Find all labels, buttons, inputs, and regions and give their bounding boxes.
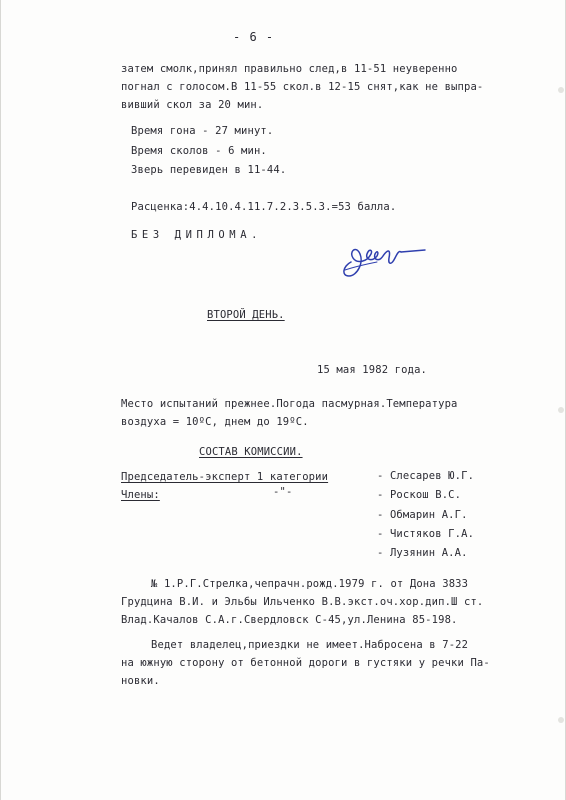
text-line: Время гона - 27 минут.: [131, 125, 274, 137]
chairman-label: Председатель-эксперт 1 категории: [121, 471, 329, 483]
member-name: - Слесарев Ю.Г.: [377, 470, 475, 482]
text-line: вивший скол за 20 мин.: [121, 99, 264, 111]
ditto-mark: -"-: [273, 486, 293, 498]
text-line: на южную сторону от бетонной дороги в густяки у речки Па-: [121, 657, 490, 669]
text-line: затем смолк,принял правильно след,в 11-51 неуверенно: [121, 63, 458, 75]
page-number: - 6 -: [233, 30, 275, 44]
text-line: Ведет владелец,приездки не имеет.Набросена в 7-22: [151, 639, 469, 651]
member-name: - Чистяков Г.А.: [377, 528, 475, 540]
text-line: Зверь перевиден в 11-44.: [131, 164, 287, 176]
commission-heading: СОСТАВ КОМИССИИ.: [199, 446, 303, 458]
members-label: Члены:: [121, 489, 160, 501]
handwritten-signature-icon: [337, 236, 429, 282]
member-name: - Роскош В.С.: [377, 489, 462, 501]
text-line: погнал с голосом.В 11-55 скол.в 12-15 снят,как не выпра-: [121, 81, 484, 93]
member-name: - Лузянин А.А.: [377, 547, 468, 559]
text-line: воздуха = 10ºС, днем до 19ºС.: [121, 416, 309, 428]
binding-holes-icon: [555, 0, 566, 800]
text-line: новки.: [121, 675, 160, 687]
member-name: - Обмарин А.Г.: [377, 509, 468, 521]
text-line: Время сколов - 6 мин.: [131, 145, 267, 157]
text-line: № 1.Р.Г.Стрелка,чепрачн.рожд.1979 г. от Дона 3833: [151, 578, 469, 590]
date-line: 15 мая 1982 года.: [317, 364, 428, 376]
text-line: Грудцина В.И. и Эльбы Ильченко В.В.экст.оч.хор.дип.Ш ст.: [121, 596, 484, 608]
text-line: Влад.Качалов С.А.г.Свердловск С-45,ул.Ленина 85-198.: [121, 614, 458, 626]
section-heading: ВТОРОЙ ДЕНЬ.: [207, 309, 285, 321]
text-line: Место испытаний прежнее.Погода пасмурная.Температура: [121, 398, 458, 410]
rating-line: Расценка:4.4.10.4.11.7.2.3.5.3.=53 балла.: [131, 201, 397, 213]
no-diploma-text: БЕЗ ДИПЛОМА.: [131, 229, 263, 241]
